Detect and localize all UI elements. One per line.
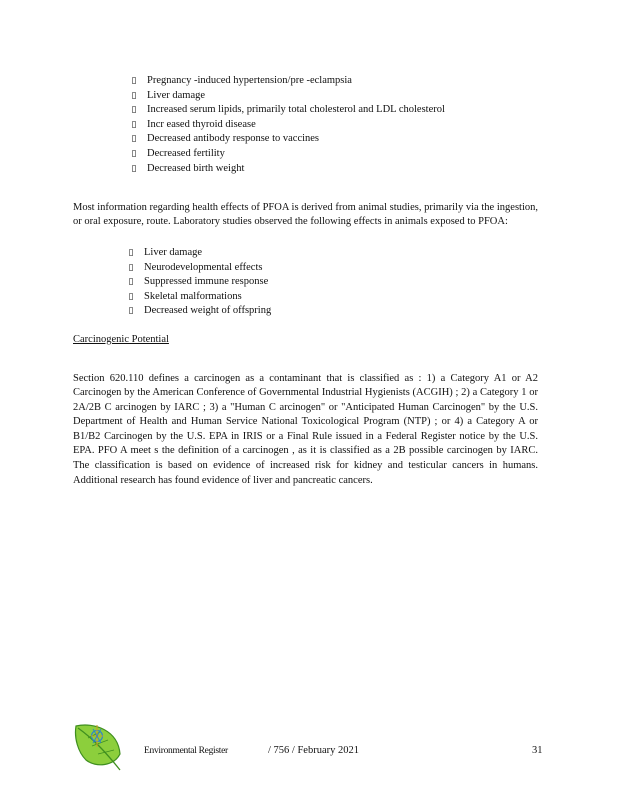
bullet-square-icon: ▯: [128, 248, 134, 258]
animal-studies-paragraph: Most information regarding health effects of PFOA is derived from animal studies, primarily via the ingestion, or oral exposure, route. Laboratory studies observed the following effects in animals exposed to PFOA:: [73, 201, 538, 228]
list-item-text: Decreased fertility: [147, 147, 225, 159]
footer-journal-title: Environmental Register: [144, 746, 228, 756]
animal-effect-item: [126, 290, 271, 305]
health-effect-item: [129, 74, 445, 89]
bullet-square-icon: ▯: [131, 90, 137, 101]
animal-effects-list: [126, 246, 271, 319]
bullet-square-icon: ▯: [128, 306, 134, 317]
bullet-square-icon: ▯: [131, 163, 137, 174]
health-effects-list: [129, 74, 445, 176]
animal-effect-item: [126, 246, 271, 261]
bullet-square-icon: ▯: [128, 262, 134, 273]
list-item-text: Liver damage: [144, 247, 203, 258]
list-item-text: Increased serum lipids, primarily total cholesterol and LDL cholesterol: [147, 104, 445, 116]
section-heading: Carcinogenic Potential: [73, 334, 169, 345]
list-item-text: Skeletal malformations: [144, 290, 242, 302]
list-item-text: Liver damage: [147, 89, 206, 101]
footer-issue-info: / 756 / February 2021: [268, 745, 359, 756]
carcinogen-definition-paragraph: Section 620.110 defines a carcinogen as a contaminant that is classified as : 1) a Category A1 or A2 Carcinogen by the American Conference of Governmental Industrial Hygienists (ACGIH) ; 2) a Category 1 or 2A/2B C arcinogen by IARC ; 3) a "Human C arcinogen" or "Anticipated Human Carcinogen" by the U.S. Department of Health and Human Service National Toxicological Program (NTP) ; or 4) a Category A or B1/B2 Carcinogen by the U.S. EPA in IRIS or a Final Rule issued in a Federal Register notice by the U.S. EPA. PFO A meet s the definition of a carcinogen , as it is classified as a 2B possible carcinogen by IARC. The classification is based on evidence of increased risk for kidney and testicular cancers in humans. Additional research has found evidence of liver and pancreatic cancers.: [73, 372, 538, 486]
health-effect-item: [129, 118, 445, 133]
bullet-square-icon: ▯: [128, 291, 134, 302]
list-item-text: Incr eased thyroid disease: [147, 118, 256, 130]
health-effect-item: [129, 147, 445, 162]
health-effect-item: [129, 132, 445, 147]
bullet-square-icon: ▯: [131, 148, 137, 159]
animal-effect-item: [126, 304, 271, 319]
leaf-logo-icon: [70, 716, 126, 772]
health-effect-item: [129, 162, 445, 177]
health-effect-item: [129, 103, 445, 118]
bullet-square-icon: ▯: [131, 134, 137, 145]
health-effect-item: [129, 89, 445, 104]
list-item-text: Neurodevelopmental effects: [144, 261, 263, 273]
bullet-square-icon: ▯: [131, 119, 137, 130]
bullet-square-icon: ▯: [131, 105, 137, 116]
list-item-text: Suppressed immune response: [144, 276, 269, 288]
footer-page-number: 31: [532, 745, 543, 756]
list-item-text: Decreased weight of offspring: [144, 305, 272, 317]
list-item-text: Pregnancy -induced hypertension/pre -eclampsia: [147, 75, 352, 86]
list-item-text: Decreased birth weight: [147, 162, 245, 174]
bullet-square-icon: ▯: [128, 277, 134, 288]
list-item-text: Decreased antibody response to vaccines: [147, 133, 320, 145]
bullet-square-icon: ▯: [131, 76, 137, 86]
animal-effect-item: [126, 275, 271, 290]
animal-effect-item: [126, 261, 271, 276]
